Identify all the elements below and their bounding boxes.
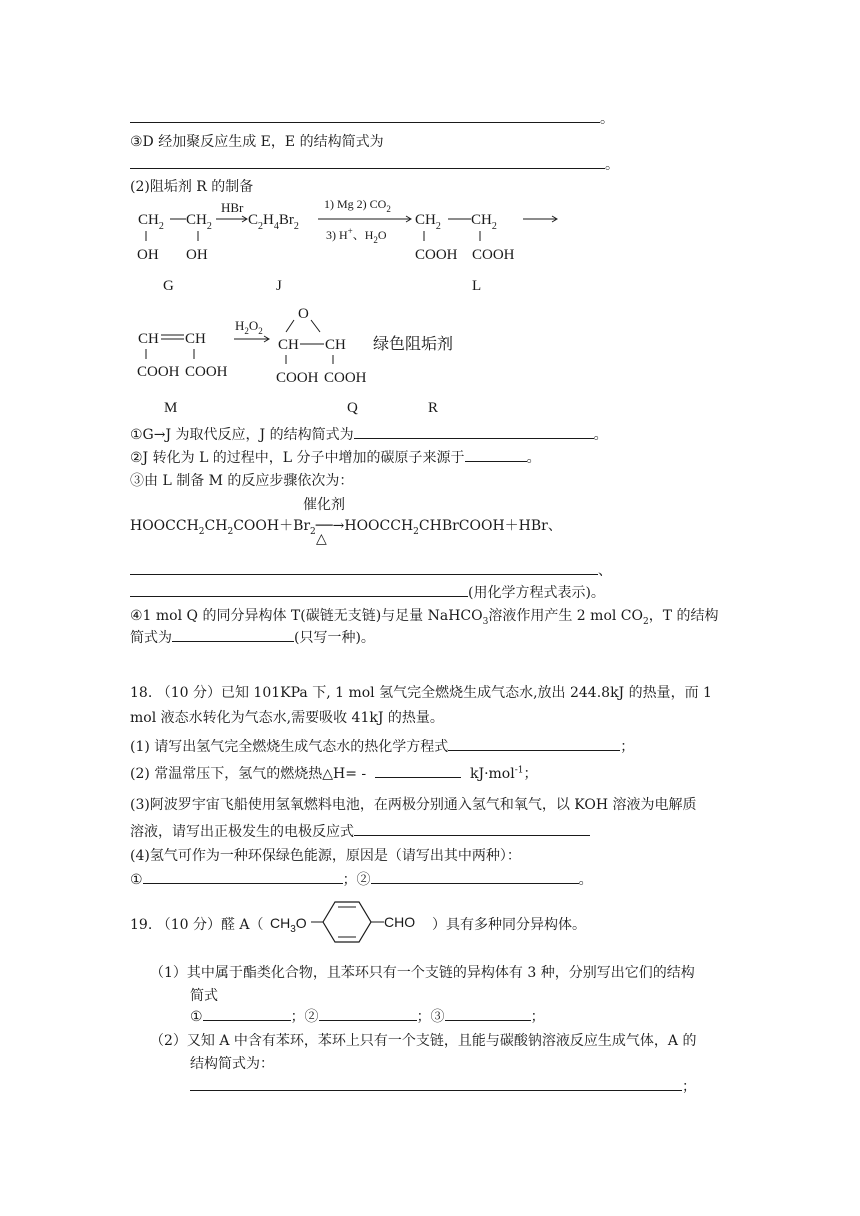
equation-1: $HOOCCH_2CH_2COOH+Br_2──\to HOOCCH_2CHBrCOOH+HBr$、 [130, 518, 562, 537]
q18-4: (4)氢气可作为一种环保绿色能源，原因是（请写出其中两种）： [130, 848, 521, 864]
svg-text:CH: CH [138, 331, 159, 347]
q18-2: (2) 常温常压下，氢气的燃烧热△H= - kJ·mol$^{-1}$； [130, 763, 538, 783]
structure-M [137, 331, 228, 380]
svg-text:CH: CH [185, 331, 206, 347]
svg-text:3) H+、H2O: 3) H+、$H_2O$ [326, 226, 387, 245]
label-Q: Q [347, 400, 358, 416]
blank[interactable] [190, 1076, 682, 1091]
svg-text:CHO: CHO [384, 914, 416, 930]
q19-intro: 19. （10 分）醛 A（ [130, 917, 264, 933]
svg-text:COOH: COOH [185, 364, 228, 380]
structure-L [415, 212, 515, 263]
q19-1-b: 简式 [190, 988, 218, 1004]
q19-1-a: （1）其中属于酯类化合物，且苯环只有一个支链的异构体有 3 种，分别写出它们的结构 [150, 965, 695, 981]
q18-3-a: (3)阿波罗宇宙飞船使用氢氧燃料电池，在两极分别通入氢气和氧气，以 KOH 溶液为电解质 [130, 797, 697, 813]
svg-text:CH: CH [278, 337, 299, 353]
q18-intro-2: mol 液态水转化为气态水,需要吸收 41kJ 的热量。 [130, 710, 444, 726]
q19-1-answers: ① ；② ；③ ； [190, 1006, 545, 1026]
svg-text:CH3O: $CH_3O$ [270, 915, 307, 935]
answer-line-eq-1: 、 [130, 560, 612, 580]
blank[interactable] [130, 582, 468, 597]
structure-G [137, 212, 212, 263]
svg-text:OH: OH [186, 247, 208, 263]
svg-text:OH: OH [137, 247, 159, 263]
structure-A-methoxybenzaldehyde [268, 896, 428, 952]
q17-2-4-a: ④1 mol Q 的同分异构体 T(碳链无支链)与足量 NaHCO$_3$溶液作用产生 2 mol $CO_2$，T 的结构 [130, 608, 719, 627]
label-R: R [428, 400, 439, 416]
svg-text:CH: CH [325, 337, 346, 353]
blank[interactable] [143, 869, 343, 884]
q19-2-answer: ； [190, 1076, 696, 1096]
catalyst-label: 催化剂 [303, 497, 345, 513]
svg-text:O: O [298, 306, 309, 322]
label-L: L [472, 278, 482, 294]
blank[interactable] [172, 627, 294, 642]
blank[interactable] [354, 424, 594, 439]
blank[interactable] [465, 447, 527, 462]
blank[interactable] [130, 154, 605, 169]
svg-text:COOH: COOH [472, 247, 515, 263]
structure-J: $C_2H_4Br_2$ [248, 212, 299, 232]
answer-line-17-top: 。 [130, 108, 614, 128]
blank[interactable] [354, 821, 590, 836]
q17-2-4-b: 简式为 (只写一种)。 [130, 627, 375, 647]
blank[interactable] [448, 736, 620, 751]
label-G: G [163, 278, 174, 294]
svg-text:1) Mg 2) CO2: 1) Mg 2) $CO_2$ [324, 197, 391, 214]
label-M: M [164, 400, 178, 416]
q17-2-2: ②J 转化为 L 的过程中，L 分子中增加的碳原子来源于 。 [130, 447, 541, 467]
svg-text:CH2: $CH_2$ [471, 212, 497, 232]
svg-text:CH2: $CH_2$ [186, 212, 212, 232]
label-J: J [276, 278, 282, 294]
blank[interactable] [130, 560, 598, 575]
q18-1: (1) 请写出氢气完全燃烧生成气态水的热化学方程式 ； [130, 736, 634, 756]
svg-text:COOH: COOH [137, 364, 180, 380]
q19-2-a: （2）又知 A 中含有苯环，苯环上只有一个支链，且能与碳酸钠溶液反应生成气体，A 的 [150, 1033, 697, 1049]
q18-intro-1: 18. （10 分）已知 101KPa 下, 1 mol 氢气完全燃烧生成气态水,放出 244.8kJ 的热量，而 1 [130, 685, 712, 701]
part2-title: (2)阻垢剂 R 的制备 [130, 179, 254, 195]
svg-text:CH2: $CH_2$ [415, 212, 441, 232]
heat-symbol: △ [316, 531, 327, 547]
blank[interactable] [130, 108, 600, 123]
blank[interactable] [375, 763, 461, 778]
svg-text:H2O2: $H_2O_2$ [235, 318, 263, 336]
q19-2-b: 结构简式为： [190, 1056, 274, 1072]
blank[interactable] [319, 1006, 417, 1021]
svg-text:CH2: $CH_2$ [138, 212, 164, 232]
blank[interactable] [203, 1006, 291, 1021]
q17-2-1: ①G→J 为取代反应，J 的结构简式为 。 [130, 424, 608, 444]
answer-line-17-e: 。 [130, 154, 619, 174]
svg-text:COOH: COOH [276, 370, 319, 386]
q18-3-b: 溶液，请写出正极发生的电极反应式 [130, 821, 590, 841]
blank[interactable] [371, 869, 579, 884]
svg-text:COOH: COOH [324, 370, 367, 386]
blank[interactable] [445, 1006, 531, 1021]
structure-Q [276, 306, 367, 386]
svg-text:HBr: HBr [221, 200, 244, 215]
svg-text:COOH: COOH [415, 247, 458, 263]
product-R-text: 绿色阻垢剂 [373, 336, 454, 353]
q18-4-answers: ① ；② 。 [130, 869, 593, 889]
q19-intro-tail: ）具有多种同分异构体。 [432, 917, 586, 933]
reaction-scheme-2 [128, 302, 528, 420]
q17-2-3: ③由 L 制备 M 的反应步骤依次为： [130, 473, 354, 489]
q17-3-text: ③D 经加聚反应生成 E，E 的结构简式为 [130, 134, 384, 150]
answer-line-eq-2: (用化学方程式表示)。 [130, 582, 605, 602]
reaction-scheme-1 [128, 195, 568, 295]
